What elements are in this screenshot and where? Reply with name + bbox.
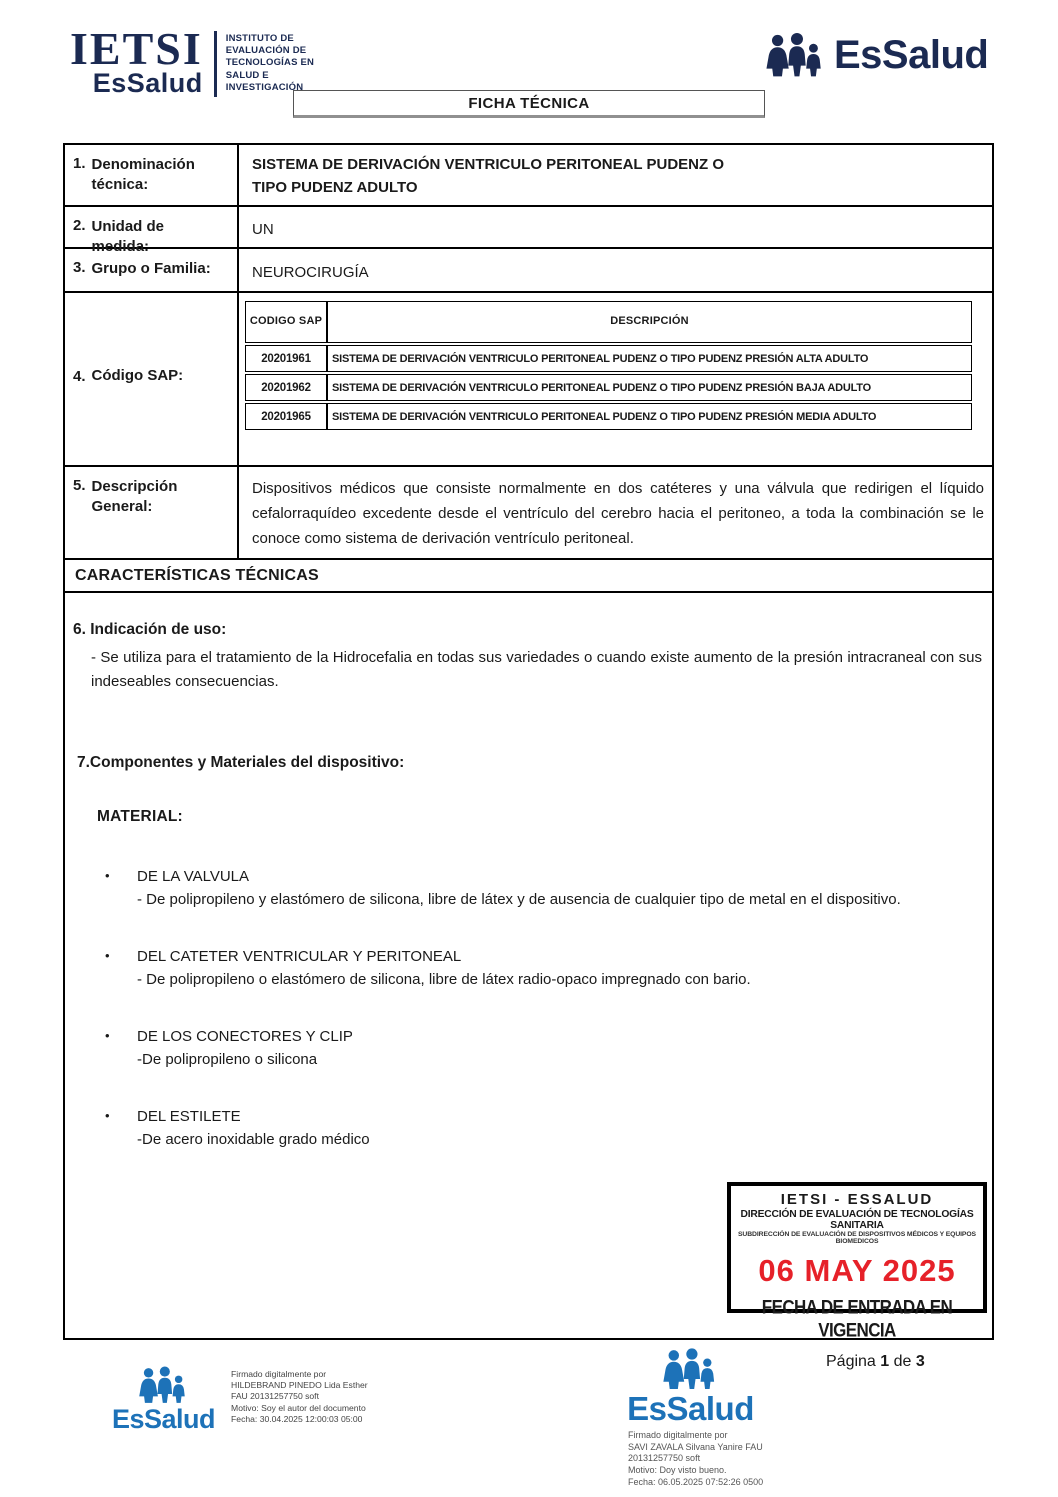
- row-number: 5.: [73, 477, 86, 494]
- sap-desc: SISTEMA DE DERIVACIÓN VENTRICULO PERITONEAL PUDENZ O TIPO PUDENZ PRESIÓN ALTA ADULTO: [327, 345, 972, 372]
- ietsi-logo: [70, 23, 315, 99]
- value-unidad: UN: [252, 220, 274, 238]
- material-item-title: DE LOS CONECTORES Y CLIP: [137, 1028, 353, 1045]
- essalud-family-icon: [765, 32, 827, 78]
- signature-line: FAU 20131257750 soft: [231, 1391, 319, 1402]
- value-descripcion: Dispositivos médicos que consiste normalmente en dos catéteres y una válvula que redirigen el líquido cefalorraquídeo excedente desde el ventrículo del cerebro hacia el peritoneo, a toda la combinación se le conoce como sistema de derivación ventrículo peritoneal.: [252, 480, 984, 547]
- row-caracteristicas-header: [65, 560, 992, 593]
- essalud-logo: [765, 32, 988, 78]
- value-codigo-sap: [239, 293, 992, 465]
- ietsi-subtitle: [226, 33, 314, 95]
- signature-line: Firmado digitalmente por: [231, 1369, 327, 1379]
- ietsi-essalud-wordmark: EsSalud: [92, 68, 203, 99]
- ietsi-subtitle-line: INSTITUTO DE: [225, 32, 294, 44]
- material-item-desc: -De polipropileno o silicona: [137, 1050, 318, 1068]
- page-number-separator: de: [893, 1353, 912, 1370]
- signature-left-text: [231, 1369, 368, 1425]
- material-item-body: [137, 1106, 370, 1151]
- row-number: 1.: [73, 155, 86, 172]
- essalud-wordmark: EsSalud: [112, 1404, 216, 1434]
- indicacion-heading: 6. Indicación de uso:: [73, 621, 227, 638]
- row-codigo-sap: [65, 293, 992, 467]
- ietsi-subtitle-line: SALUD E: [225, 69, 269, 81]
- stamp-direction: DIRECCIÓN DE EVALUACIÓN DE TECNOLOGÍAS SANITARIA: [740, 1209, 974, 1231]
- row-descripcion: [65, 467, 992, 560]
- signature-center-text: [628, 1430, 763, 1488]
- bullet-icon: •: [105, 868, 110, 883]
- row-content: [65, 593, 992, 1341]
- material-item-desc: - De polipropileno o elastómero de silicona, libre de látex radio-opaco impregnado con bario.: [137, 970, 751, 988]
- ietsi-wordmark: IETSI: [70, 23, 203, 74]
- material-list: [105, 866, 992, 1151]
- bullet-icon: •: [105, 1028, 110, 1043]
- signature-line: Fecha: 06.05.2025 07:52:26 0500: [628, 1476, 764, 1487]
- ietsi-subtitle-line: EVALUACIÓN DE: [225, 45, 307, 57]
- page-number-total: 3: [915, 1353, 925, 1370]
- sap-row: [245, 345, 972, 372]
- essalud-wordmark: EsSalud: [834, 32, 989, 77]
- page-number-current: 1: [880, 1353, 890, 1370]
- signature-left: [112, 1366, 368, 1435]
- signature-line: Fecha: 30.04.2025 12:00:03 05:00: [231, 1413, 363, 1424]
- stamp-subdirection: SUBDIRECCIÓN DE EVALUACIÓN DE DISPOSITIVOS MÉDICOS Y EQUIPOS BIOMEDICOS: [738, 1231, 976, 1245]
- sap-code: 20201965: [245, 403, 327, 430]
- material-item: [105, 1026, 992, 1071]
- material-item: [105, 946, 992, 991]
- essalud-logo-small: [112, 1366, 215, 1435]
- denominacion-line2: TIPO PUDENZ ADULTO: [252, 178, 418, 196]
- signature-line: Motivo: Soy el autor del documento: [231, 1402, 366, 1413]
- row-label: Descripción General:: [91, 478, 178, 516]
- signature-line: Motivo: Doy visto bueno.: [628, 1465, 727, 1476]
- caracteristicas-heading: CARACTERÍSTICAS TÉCNICAS: [75, 566, 319, 584]
- material-item-title: DEL CATETER VENTRICULAR Y PERITONEAL: [137, 948, 462, 965]
- ietsi-subtitle-line: INVESTIGACIÓN: [225, 82, 304, 94]
- value-grupo: NEUROCIRUGÍA: [252, 263, 369, 281]
- indicacion-body: - Se utiliza para el tratamiento de la Hidrocefalia en todas sus variedades o cuando existe aumento de la presión intracraneal con sus indeseables consecuencias.: [91, 649, 982, 690]
- row-unidad: [65, 207, 992, 256]
- material-item: [105, 866, 992, 911]
- material-item-title: DE LA VALVULA: [137, 868, 250, 885]
- bullet-icon: •: [105, 948, 110, 963]
- row-label: Unidad de medida:: [91, 218, 165, 256]
- sap-codes-table: [245, 299, 972, 432]
- logo-divider: [214, 31, 217, 97]
- material-item-desc: -De acero inoxidable grado médico: [137, 1130, 370, 1148]
- row-label: Código SAP:: [91, 366, 184, 384]
- stamp-date: 06 MAY 2025: [758, 1253, 956, 1288]
- material-item-desc: - De polipropileno y elastómero de silicona, libre de látex y de ausencia de cualquier tipo de metal en el dispositivo.: [137, 890, 901, 908]
- sap-desc: SISTEMA DE DERIVACIÓN VENTRICULO PERITONEAL PUDENZ O TIPO PUDENZ PRESIÓN MEDIA ADULTO: [327, 403, 972, 430]
- material-label: MATERIAL:: [97, 808, 183, 825]
- validity-stamp: [727, 1182, 987, 1341]
- row-grupo: [65, 249, 992, 293]
- stamp-caption: FECHA DE ENTRADA EN VIGENCIA: [761, 1296, 953, 1341]
- label-grupo: [65, 249, 239, 291]
- signature-center: [628, 1348, 763, 1488]
- essalud-logo-medium: [628, 1348, 753, 1428]
- sap-code: 20201961: [245, 345, 327, 372]
- row-number: 2.: [73, 217, 86, 234]
- sap-row: [245, 374, 972, 401]
- bullet-icon: •: [105, 1108, 110, 1123]
- label-descripcion: [65, 467, 239, 558]
- label-denominacion: [65, 145, 239, 205]
- label-codigo-sap: [65, 293, 239, 465]
- row-number: 4.: [73, 367, 86, 385]
- componentes-heading: 7.Componentes y Materiales del dispositivo:: [77, 754, 405, 771]
- page-number-prefix: Página: [826, 1353, 876, 1370]
- row-label: Grupo o Familia:: [91, 260, 211, 277]
- ietsi-wordmark-block: [70, 23, 203, 99]
- value-denominacion: [239, 145, 992, 205]
- ietsi-subtitle-line: TECNOLOGÍAS EN: [225, 57, 315, 69]
- row-label: Denominación técnica:: [91, 156, 195, 194]
- signature-line: SAVI ZAVALA Silvana Yanire FAU: [628, 1441, 763, 1452]
- essalud-family-icon: [138, 1366, 190, 1404]
- signature-line: Firmado digitalmente por: [628, 1430, 728, 1440]
- content-cell: [65, 593, 992, 1341]
- sap-desc: SISTEMA DE DERIVACIÓN VENTRICULO PERITONEAL PUDENZ O TIPO PUDENZ PRESIÓN BAJA ADULTO: [327, 374, 972, 401]
- material-item-body: [137, 1026, 353, 1071]
- sap-code: 20201962: [245, 374, 327, 401]
- ficha-table: [63, 143, 994, 1340]
- essalud-family-icon: [662, 1348, 720, 1390]
- material-item-body: [137, 866, 901, 911]
- page-number: [826, 1353, 925, 1371]
- material-item: [105, 1106, 992, 1151]
- stamp-org: IETSI - ESSALUD: [780, 1191, 934, 1208]
- label-unidad: [65, 207, 239, 256]
- sap-col-desc-header: DESCRIPCIÓN: [327, 301, 972, 343]
- row-denominacion: [65, 145, 992, 207]
- material-item-body: [137, 946, 751, 991]
- signature-line: 20131257750 soft: [628, 1453, 701, 1464]
- row-number: 3.: [73, 259, 86, 276]
- material-item-title: DEL ESTILETE: [137, 1108, 241, 1125]
- signature-line: HILDEBRAND PINEDO Lida Esther: [231, 1380, 368, 1391]
- denominacion-line1: SISTEMA DE DERIVACIÓN VENTRICULO PERITONEAL PUDENZ O: [252, 156, 724, 173]
- sap-header-row: [245, 301, 972, 343]
- document-title: FICHA TÉCNICA: [293, 90, 765, 118]
- essalud-wordmark: EsSalud: [627, 1390, 754, 1427]
- sap-row: [245, 403, 972, 430]
- sap-col-code-header: CODIGO SAP: [245, 301, 327, 343]
